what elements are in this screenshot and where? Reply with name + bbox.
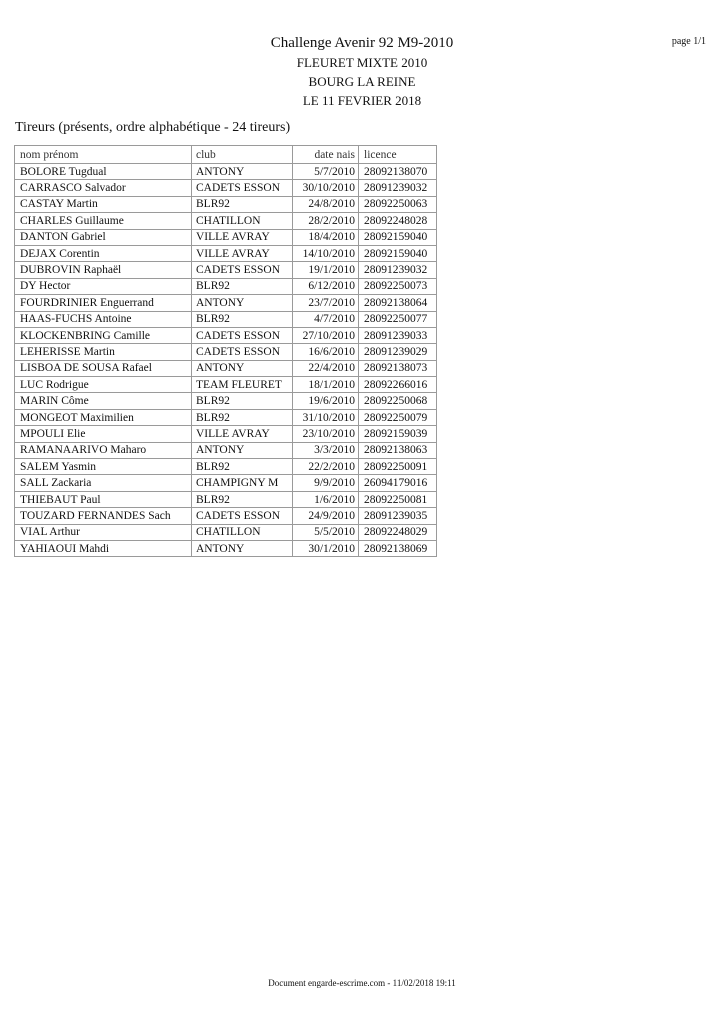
table-row <box>15 491 437 507</box>
cell-birthdate: 16/6/2010 <box>293 344 359 360</box>
cell-club: BLR92 <box>192 393 293 409</box>
cell-club: CHATILLON <box>192 524 293 540</box>
column-header-licence: licence <box>359 146 437 164</box>
table-row <box>15 459 437 475</box>
cell-licence: 28092138069 <box>359 540 437 556</box>
table-row <box>15 475 437 491</box>
cell-name: DUBROVIN Raphaël <box>15 262 192 278</box>
cell-licence: 28092248029 <box>359 524 437 540</box>
cell-birthdate: 23/10/2010 <box>293 426 359 442</box>
column-header-club: club <box>192 146 293 164</box>
cell-name: DY Hector <box>15 278 192 294</box>
cell-name: LEHERISSE Martin <box>15 344 192 360</box>
section-title: Tireurs (présents, ordre alphabétique - 24 tireurs) <box>15 120 291 135</box>
cell-licence: 28092250079 <box>359 409 437 425</box>
table-row <box>15 442 437 458</box>
cell-club: ANTONY <box>192 540 293 556</box>
cell-name: VIAL Arthur <box>15 524 192 540</box>
cell-licence: 28091239035 <box>359 508 437 524</box>
cell-licence: 28092138070 <box>359 164 437 180</box>
cell-birthdate: 27/10/2010 <box>293 327 359 343</box>
table-row <box>15 540 437 556</box>
cell-licence: 26094179016 <box>359 475 437 491</box>
cell-licence: 28092138064 <box>359 295 437 311</box>
table-row <box>15 229 437 245</box>
table-row <box>15 245 437 261</box>
cell-club: CHATILLON <box>192 213 293 229</box>
cell-birthdate: 3/3/2010 <box>293 442 359 458</box>
cell-club: ANTONY <box>192 164 293 180</box>
cell-name: LUC Rodrigue <box>15 377 192 393</box>
document-header <box>0 34 724 110</box>
cell-birthdate: 31/10/2010 <box>293 409 359 425</box>
cell-birthdate: 30/10/2010 <box>293 180 359 196</box>
column-header-name: nom prénom <box>15 146 192 164</box>
cell-licence: 28092250068 <box>359 393 437 409</box>
cell-club: CHAMPIGNY M <box>192 475 293 491</box>
table-row <box>15 262 437 278</box>
table-row <box>15 393 437 409</box>
table-row <box>15 311 437 327</box>
cell-name: YAHIAOUI Mahdi <box>15 540 192 556</box>
cell-name: CHARLES Guillaume <box>15 213 192 229</box>
cell-licence: 28092250063 <box>359 196 437 212</box>
table-header-row <box>15 146 437 164</box>
cell-licence: 28092250077 <box>359 311 437 327</box>
cell-birthdate: 1/6/2010 <box>293 491 359 507</box>
cell-birthdate: 5/7/2010 <box>293 164 359 180</box>
cell-name: MONGEOT Maximilien <box>15 409 192 425</box>
cell-club: BLR92 <box>192 409 293 425</box>
competition-weapon: FLEURET MIXTE 2010 <box>296 55 428 70</box>
cell-club: CADETS ESSON <box>192 344 293 360</box>
table-row <box>15 164 437 180</box>
cell-name: RAMANAARIVO Maharo <box>15 442 192 458</box>
cell-club: VILLE AVRAY <box>192 229 293 245</box>
table-row <box>15 295 437 311</box>
cell-licence: 28092250091 <box>359 459 437 475</box>
cell-name: MARIN Côme <box>15 393 192 409</box>
cell-club: BLR92 <box>192 459 293 475</box>
cell-club: VILLE AVRAY <box>192 245 293 261</box>
cell-club: BLR92 <box>192 196 293 212</box>
cell-name: SALEM Yasmin <box>15 459 192 475</box>
cell-name: MPOULI Elie <box>15 426 192 442</box>
cell-club: ANTONY <box>192 360 293 376</box>
cell-club: BLR92 <box>192 278 293 294</box>
cell-club: CADETS ESSON <box>192 508 293 524</box>
cell-birthdate: 22/4/2010 <box>293 360 359 376</box>
cell-birthdate: 22/2/2010 <box>293 459 359 475</box>
cell-club: CADETS ESSON <box>192 262 293 278</box>
cell-name: HAAS-FUCHS Antoine <box>15 311 192 327</box>
table-row <box>15 278 437 294</box>
table-body <box>15 164 437 557</box>
cell-club: ANTONY <box>192 295 293 311</box>
cell-name: CARRASCO Salvador <box>15 180 192 196</box>
cell-birthdate: 28/2/2010 <box>293 213 359 229</box>
cell-club: ANTONY <box>192 442 293 458</box>
cell-birthdate: 24/8/2010 <box>293 196 359 212</box>
cell-name: LISBOA DE SOUSA Rafael <box>15 360 192 376</box>
cell-birthdate: 4/7/2010 <box>293 311 359 327</box>
table-row <box>15 508 437 524</box>
cell-licence: 28092159040 <box>359 245 437 261</box>
cell-name: FOURDRINIER Enguerrand <box>15 295 192 311</box>
cell-birthdate: 18/1/2010 <box>293 377 359 393</box>
cell-birthdate: 23/7/2010 <box>293 295 359 311</box>
cell-birthdate: 24/9/2010 <box>293 508 359 524</box>
cell-club: VILLE AVRAY <box>192 426 293 442</box>
cell-name: TOUZARD FERNANDES Sach <box>15 508 192 524</box>
table-row <box>15 426 437 442</box>
cell-name: SALL Zackaria <box>15 475 192 491</box>
cell-birthdate: 30/1/2010 <box>293 540 359 556</box>
cell-name: CASTAY Martin <box>15 196 192 212</box>
table-row <box>15 377 437 393</box>
cell-licence: 28092250081 <box>359 491 437 507</box>
cell-birthdate: 19/6/2010 <box>293 393 359 409</box>
cell-licence: 28092138073 <box>359 360 437 376</box>
cell-licence: 28091239029 <box>359 344 437 360</box>
cell-birthdate: 5/5/2010 <box>293 524 359 540</box>
table-row <box>15 213 437 229</box>
fencers-table <box>14 145 437 557</box>
cell-licence: 28091239032 <box>359 262 437 278</box>
table-row <box>15 524 437 540</box>
cell-birthdate: 18/4/2010 <box>293 229 359 245</box>
competition-title: Challenge Avenir 92 M9-2010 <box>270 35 454 51</box>
cell-licence: 28091239032 <box>359 180 437 196</box>
cell-club: CADETS ESSON <box>192 180 293 196</box>
cell-club: BLR92 <box>192 491 293 507</box>
cell-club: BLR92 <box>192 311 293 327</box>
cell-licence: 28092159039 <box>359 426 437 442</box>
cell-licence: 28092250073 <box>359 278 437 294</box>
competition-location: BOURG LA REINE <box>308 74 416 89</box>
cell-licence: 28092138063 <box>359 442 437 458</box>
cell-name: DANTON Gabriel <box>15 229 192 245</box>
cell-name: BOLORE Tugdual <box>15 164 192 180</box>
table-row <box>15 344 437 360</box>
cell-licence: 28092159040 <box>359 229 437 245</box>
cell-birthdate: 19/1/2010 <box>293 262 359 278</box>
cell-birthdate: 6/12/2010 <box>293 278 359 294</box>
cell-club: TEAM FLEURET <box>192 377 293 393</box>
column-header-birthdate: date nais <box>293 146 359 164</box>
cell-birthdate: 14/10/2010 <box>293 245 359 261</box>
table-row <box>15 180 437 196</box>
cell-birthdate: 9/9/2010 <box>293 475 359 491</box>
competition-date: LE 11 FEVRIER 2018 <box>302 93 422 108</box>
cell-licence: 28092266016 <box>359 377 437 393</box>
cell-name: KLOCKENBRING Camille <box>15 327 192 343</box>
table-row <box>15 196 437 212</box>
cell-name: DEJAX Corentin <box>15 245 192 261</box>
cell-club: CADETS ESSON <box>192 327 293 343</box>
cell-licence: 28091239033 <box>359 327 437 343</box>
table-row <box>15 360 437 376</box>
table-row <box>15 409 437 425</box>
cell-name: THIEBAUT Paul <box>15 491 192 507</box>
document-footer: Document engarde-escrime.com - 11/02/2018 19:11 <box>268 978 456 988</box>
page-number: page 1/1 <box>671 36 706 47</box>
table-row <box>15 327 437 343</box>
cell-licence: 28092248028 <box>359 213 437 229</box>
